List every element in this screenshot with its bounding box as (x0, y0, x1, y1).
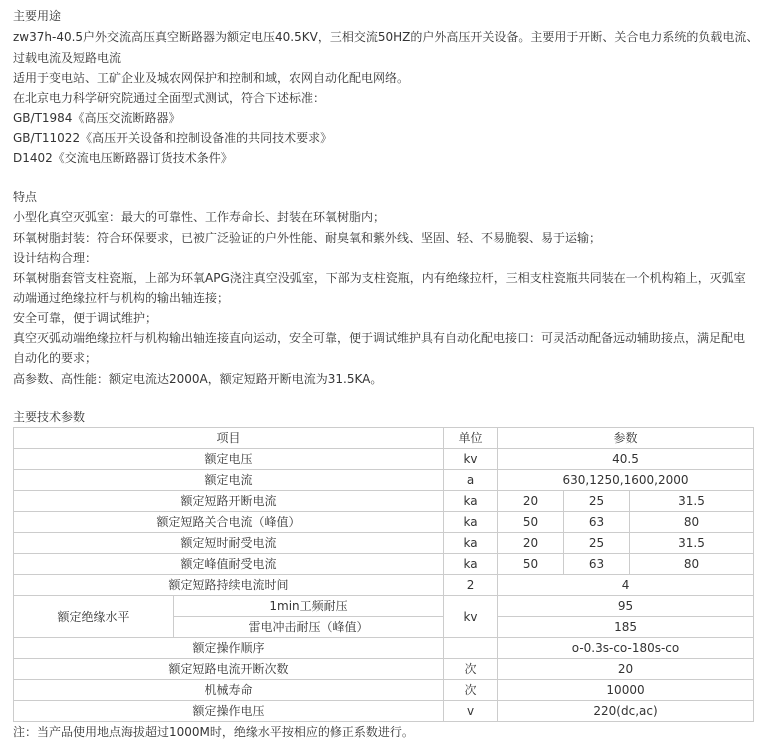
table-row (14, 638, 754, 659)
row-unit: 次 (444, 659, 498, 680)
row-unit: a (444, 470, 498, 491)
row-value: 63 (564, 554, 630, 575)
feature-line: 高参数、高性能：额定电流达2000A，额定短路开断电流为31.5KA。 (13, 372, 383, 386)
row-label: 额定短时耐受电流 (14, 533, 444, 554)
insulation-label: 额定绝缘水平 (14, 596, 174, 638)
row-unit: ka (444, 554, 498, 575)
table-row (14, 659, 754, 680)
header-item: 项目 (14, 428, 444, 449)
table-row (14, 575, 754, 596)
usage-line: 过载电流及短路电流 (13, 51, 122, 65)
row-value: 95 (498, 596, 754, 617)
row-unit (444, 638, 498, 659)
feature-line: 环氧树脂封装：符合环保要求，已被广泛验证的户外性能、耐臭氧和紫外线、坚固、轻、不易脆裂、易于运输； (13, 231, 602, 245)
table-row (14, 512, 754, 533)
table-row (14, 533, 754, 554)
features-heading: 特点 (13, 190, 38, 204)
spec-table (13, 427, 754, 722)
insulation-unit: kv (444, 596, 498, 638)
insulation-sub-label: 雷电冲击耐压（峰值） (174, 617, 444, 638)
table-header-row (14, 428, 754, 449)
feature-line: 安全可靠，便于调试维护； (13, 311, 158, 325)
row-unit: ka (444, 533, 498, 554)
usage-line: zw37h-40.5户外交流高压真空断路器为额定电压40.5KV，三相交流50HZ的户外高压开关设备。主要用于开断、关合电力系统的负载电流、 (13, 30, 759, 44)
row-value: 20 (498, 659, 754, 680)
row-value: 25 (564, 533, 630, 554)
usage-line: 在北京电力科学研究院通过全面型式测试，符合下述标准： (13, 91, 326, 105)
row-label: 额定电压 (14, 449, 444, 470)
usage-line: 适用于变电站、工矿企业及城农网保护和控制和域，农网自动化配电网络。 (13, 71, 410, 85)
row-value: 31.5 (630, 491, 754, 512)
row-unit: 次 (444, 680, 498, 701)
insulation-sub-label: 1min工频耐压 (174, 596, 444, 617)
table-row (14, 470, 754, 491)
row-label: 额定操作顺序 (14, 638, 444, 659)
usage-heading: 主要用途 (13, 9, 62, 23)
row-label: 额定短路开断电流 (14, 491, 444, 512)
header-unit: 单位 (444, 428, 498, 449)
feature-line: 真空灭弧动端绝缘拉杆与机构输出轴连接直向运动，安全可靠，便于调试维护具有自动化配电接口：可灵活动配备远动辅助接点，满足配电 (13, 331, 746, 345)
row-label: 额定短路关合电流（峰值） (14, 512, 444, 533)
row-label: 额定电流 (14, 470, 444, 491)
table-row (14, 596, 754, 617)
row-label: 额定短路持续电流时间 (14, 575, 444, 596)
row-value: 80 (630, 512, 754, 533)
row-value: o-0.3s-co-180s-co (498, 638, 754, 659)
row-value: 20 (498, 533, 564, 554)
table-row (14, 449, 754, 470)
row-value: 50 (498, 554, 564, 575)
feature-line: 设计结构合理： (13, 251, 98, 265)
table-row (14, 701, 754, 722)
table-row (14, 554, 754, 575)
row-value: 10000 (498, 680, 754, 701)
standard-line: GB/T1984《高压交流断路器》 (13, 111, 181, 125)
row-unit: ka (444, 512, 498, 533)
row-unit: kv (444, 449, 498, 470)
row-label: 额定峰值耐受电流 (14, 554, 444, 575)
row-unit: v (444, 701, 498, 722)
row-value: 80 (630, 554, 754, 575)
row-value: 630,1250,1600,2000 (498, 470, 754, 491)
row-value: 63 (564, 512, 630, 533)
row-value: 50 (498, 512, 564, 533)
row-value: 220(dc,ac) (498, 701, 754, 722)
feature-line: 自动化的要求； (13, 351, 98, 365)
row-unit: 2 (444, 575, 498, 596)
row-value: 25 (564, 491, 630, 512)
row-value: 31.5 (630, 533, 754, 554)
row-label: 机械寿命 (14, 680, 444, 701)
row-label: 额定操作电压 (14, 701, 444, 722)
footnote: 注：当产品使用地点海拔超过1000M时，绝缘水平按相应的修正系数进行。 (13, 725, 414, 739)
feature-line: 动端通过绝缘拉杆与机构的输出轴连接； (13, 291, 230, 305)
table-row (14, 491, 754, 512)
row-value: 4 (498, 575, 754, 596)
specs-heading: 主要技术参数 (13, 410, 86, 424)
feature-line: 环氧树脂套管支柱瓷瓶，上部为环氧APG浇注真空没弧室，下部为支柱瓷瓶，内有绝缘拉杆，三相支柱瓷瓶共同装在一个机构箱上，灭弧室 (13, 271, 746, 285)
standard-line: D1402《交流电压断路器订货技术条件》 (13, 151, 233, 165)
table-row (14, 680, 754, 701)
row-value: 185 (498, 617, 754, 638)
standard-line: GB/T11022《高压开关设备和控制设备准的共同技术要求》 (13, 131, 333, 145)
feature-line: 小型化真空灭弧室：最大的可靠性、工作寿命长、封装在环氧树脂内； (13, 210, 386, 224)
header-params: 参数 (498, 428, 754, 449)
row-label: 额定短路电流开断次数 (14, 659, 444, 680)
row-value: 20 (498, 491, 564, 512)
row-unit: ka (444, 491, 498, 512)
row-value: 40.5 (498, 449, 754, 470)
